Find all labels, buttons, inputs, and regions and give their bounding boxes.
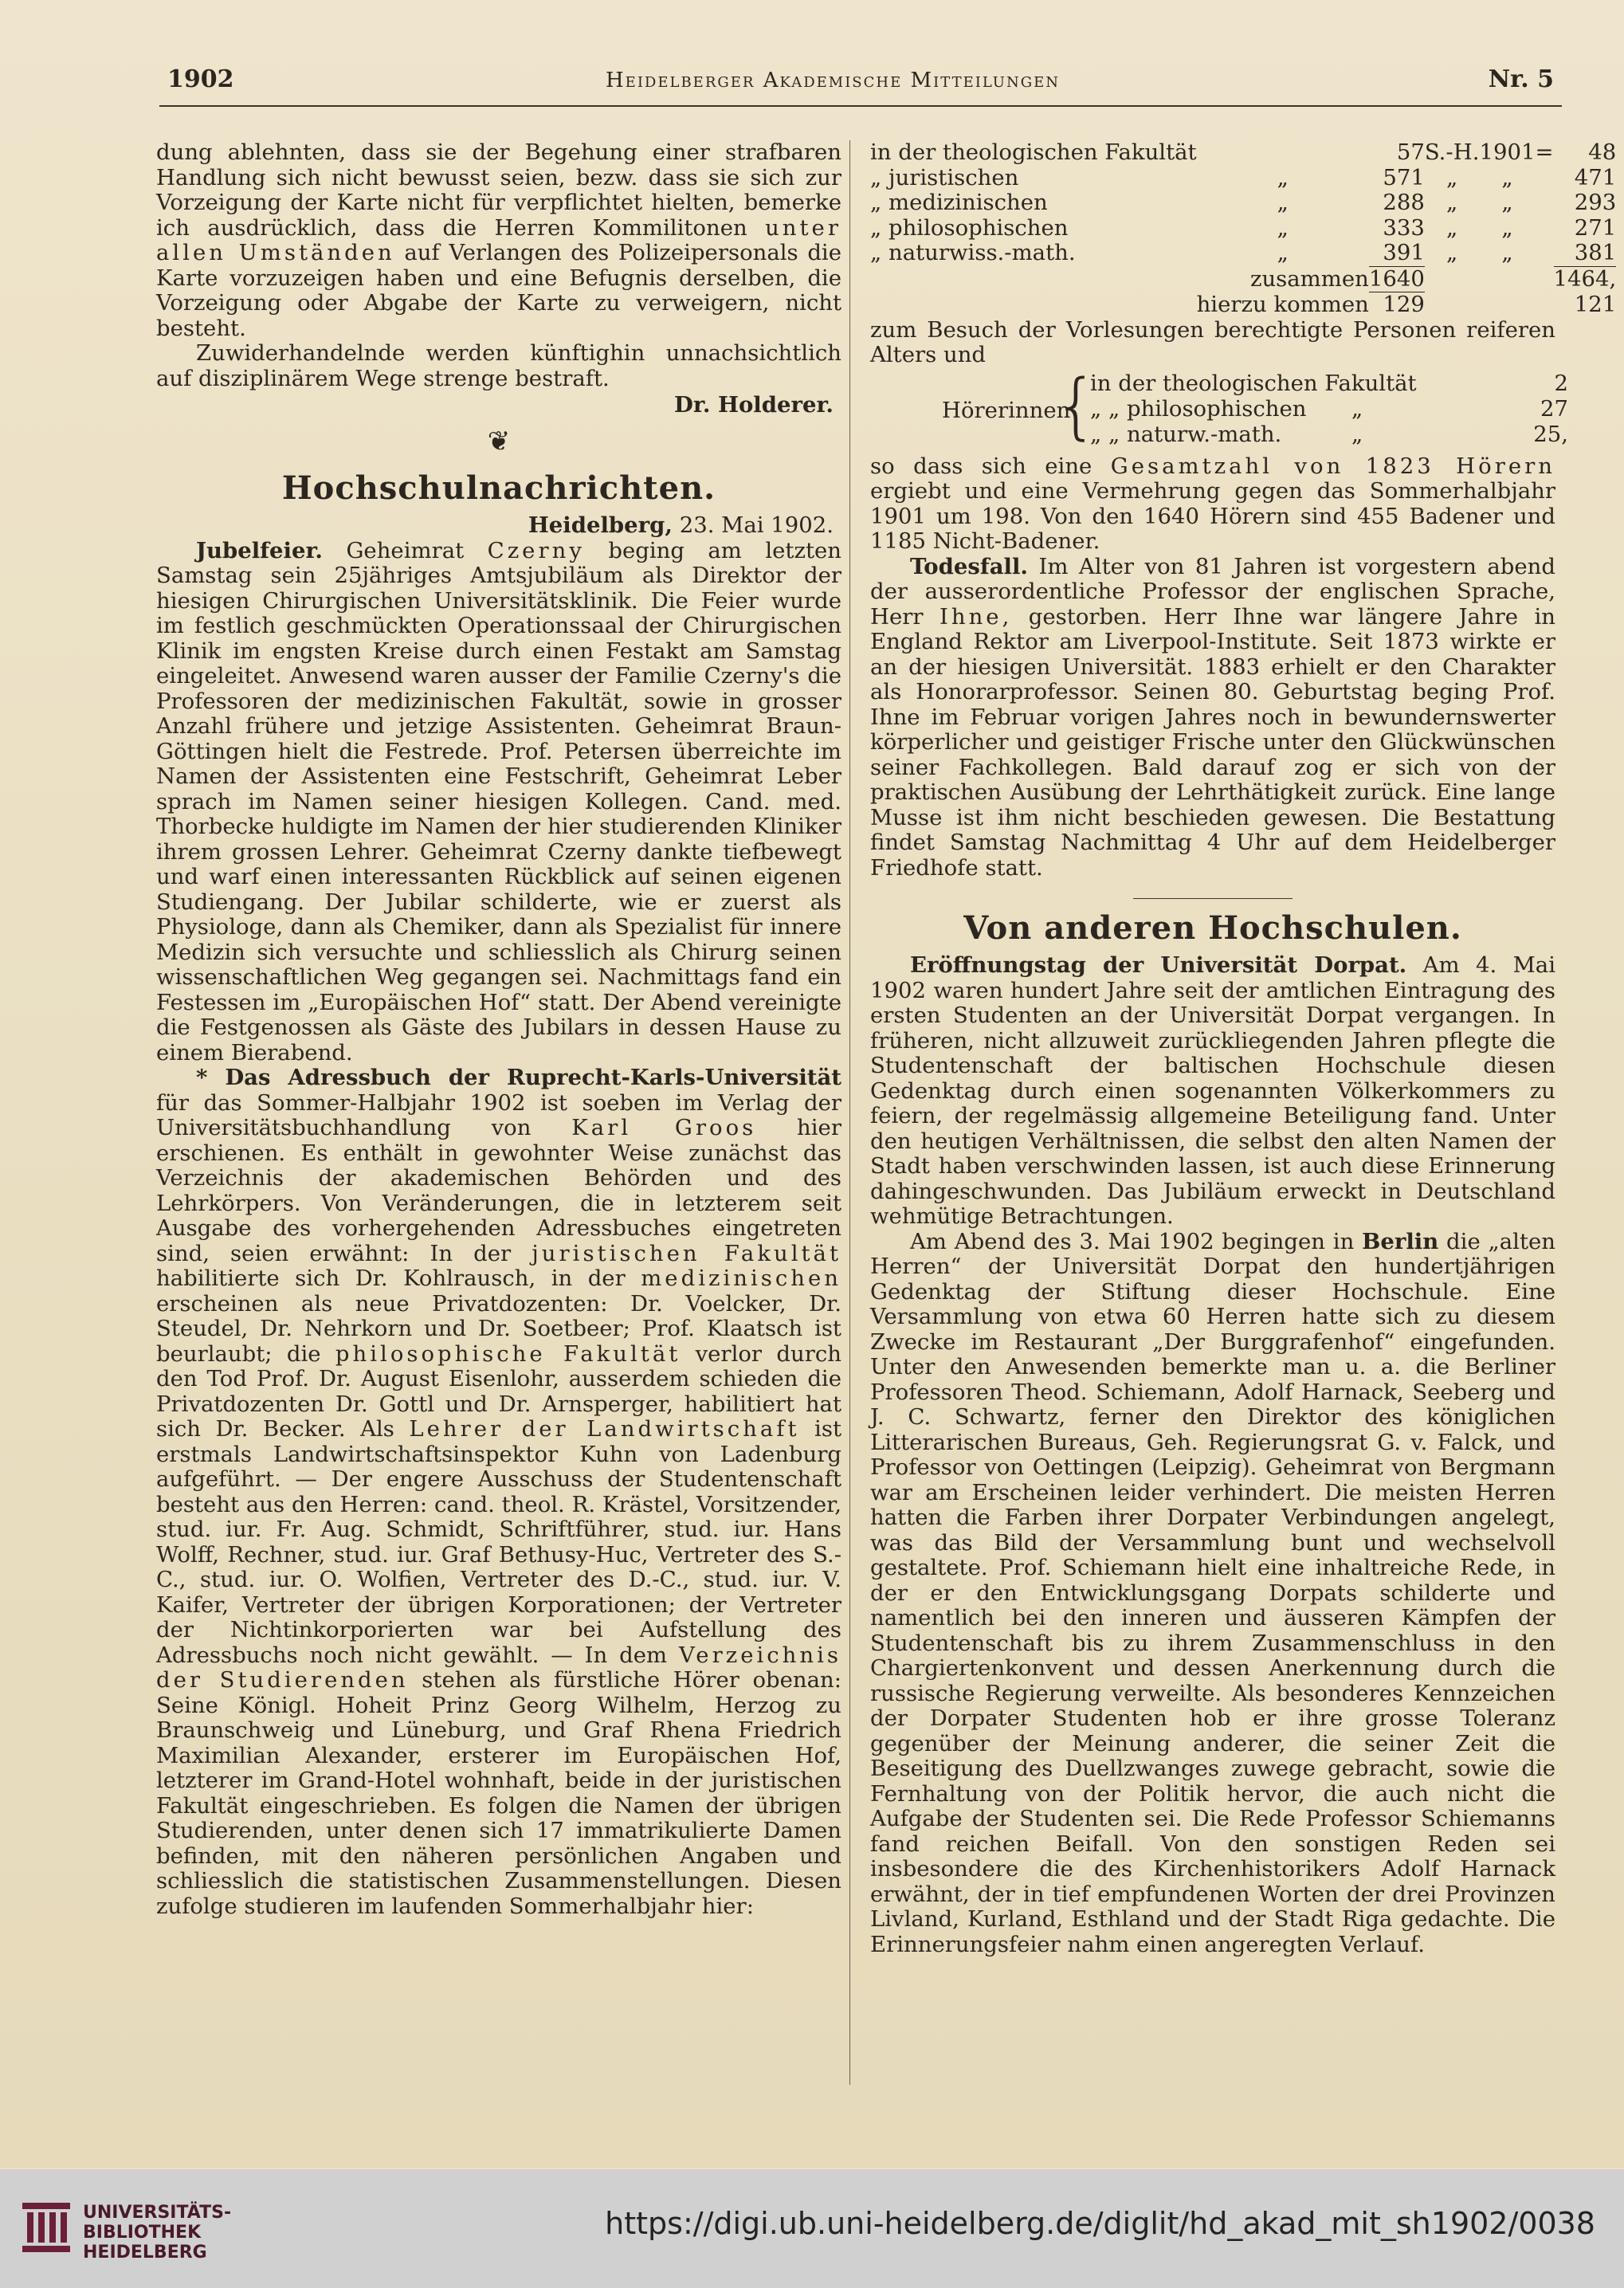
table-cell-n: 57: [1396, 139, 1425, 165]
table-cell-sem: „: [1446, 164, 1458, 190]
article-todesfall: Todesfall. Im Alter von 81 Jahren ist vorgestern abend der ausserordentliche Professor der englischen Sprache, Herr Ihne, gestorben. Herr Ihne war längere Jahre in England Rektor am Liverpool-Institute. Seit 1873 wirkte er an der hiesigen Universität. 1883 erhielt er den Charakter als Honorarprofessor. Seinen 80. Geburtstag beging Prof. Ihne im Februar vorigen Jahres noch in bewundernswerter körperlicher und geistiger Frische unter den Glückwünschen seiner Fachkollegen. Bald darauf zog er sich von der praktischen Ausübung der Lehrthätigkeit zurück. Eine lange Musse ist ihm nicht beschieden gewesen. Die Bestattung findet Samstag Nachmittag 4 Uhr auf dem Heidelberger Friedhofe statt.: [870, 553, 1555, 881]
column-divider: [849, 140, 850, 2085]
table-cell-sem: „: [1446, 190, 1458, 215]
table-cell-q: „: [1277, 240, 1289, 266]
table-row: [870, 166, 1616, 191]
brace-icon: {: [1053, 363, 1100, 448]
table-cell-fak: „ naturwiss.-math.: [870, 240, 1076, 266]
hoererinnen-block: [870, 363, 1568, 451]
left-column: [156, 140, 841, 1919]
source-url-link[interactable]: https://digi.ub.uni-heidelberg.de/diglit/hd_akad_mit_sh1902/0038: [605, 2206, 1595, 2241]
gesamt-paragraph: so dass sich eine Gesamtzahl von 1823 Hörern ergiebt und eine Vermehrung gegen das Sommerhalbjahr 1901 um 198. Von den 1640 Hörern sind 455 Badener und 1185 Nicht-Badener.: [870, 453, 1555, 554]
ornament-icon: ❦: [487, 425, 511, 457]
table-cell-q: „: [1277, 214, 1289, 241]
table-cell-q: „: [1277, 164, 1289, 190]
university-library-logo-icon: [21, 2200, 72, 2255]
table-row: [870, 216, 1616, 241]
article-adressbuch: * Das Adressbuch der Ruprecht-Karls-Universität für das Sommer-Halbjahr 1902 ist soeben im Verlag der Universitätsbuchhandlung von Karl Groos hier erschienen. Es enthält in gewohnter Weise zunächst das Verzeichnis der akademischen Behörden und des Lehrkörpers. Von Veränderungen, die in letzterem seit Ausgabe des vorhergehenden Adressbuches eingetreten sind, seien erwähnt: In der juristischen Fakultät habilitierte sich Dr. Kohlrausch, in der medizinischen erscheinen als neue Privatdozenten: Dr. Voelcker, Dr. Steudel, Dr. Nehrkorn und Dr. Soetbeer; Prof. Klaatsch ist beurlaubt; die philosophische Fakultät verlor durch den Tod Prof. Dr. August Eisenlohr, ausserdem schieden die Privatdozenten Dr. Gottl und Dr. Arnsperger, habilitiert hat sich Dr. Becker. Als Lehrer der Landwirtschaft ist erstmals Landwirtschaftsinspektor Kuhn von Ladenburg aufgeführt. — Der engere Ausschuss der Studentenschaft besteht aus den Herren: cand. theol. R. Krästel, Vorsitzender, stud. iur. Fr. Aug. Schmidt, Schriftführer, stud. iur. Hans Wolff, Rechner, stud. iur. Graf Bethusy-Huc, Vertreter des S.-C., stud. iur. O. Wolfien, Vertreter des D.-C., stud. iur. V. Kaifer, Vertreter der übrigen Korporationen; der Vertreter der Nichtinkorporierten war bei Aufstellung des Adressbuchs noch nicht gewählt. — In dem Verzeichnis der Studierenden stehen als fürstliche Hörer obenan: Seine Königl. Hoheit Prinz Georg Wilhelm, Herzog zu Braunschweig und Lüneburg, und Graf Rhena Friedrich Maximilian Alexander, ersterer im Europäischen Hof, letzterer im Grand-Hotel wohnhaft, beide in der juristischen Fakultät eingeschrieben. Es folgen die Namen der übrigen Studierenden, unter denen sich 17 immatrikulierte Damen befinden, mit den näheren persönlichen Angaben und schliesslich die statistischen Zusammenstellungen. Diesen zufolge studieren im laufenden Sommerhalbjahr hier:: [156, 1065, 842, 1919]
table-cell-prev: 293: [1574, 190, 1617, 215]
signature: Dr. Holderer.: [674, 392, 834, 418]
dateline: Heidelberg, 23. Mai 1902.: [528, 512, 834, 538]
library-footer-bar: [0, 2169, 1624, 2288]
table-cell-eq: [1535, 241, 1553, 266]
intro-paragraph: dung ablehnten, dass sie der Begehung einer strafbaren Handlung sich nicht bewusst seien, bezw. dass sie sich zur Vorzeigung der Karte nicht für verpflichtet hielten, bemerke ich ausdrücklich, dass die Herren Kommilitonen unter allen Umständen auf Verlangen des Polizeipersonals die Karte vorzuzeigen haben und eine Befugnis derselben, die Vorzeigung oder Abgabe der Karte zu verweigern, nicht besteht.: [156, 139, 841, 341]
hoererinnen-line: „ „ philosophischen „ 27: [1090, 395, 1568, 422]
table-row: [870, 190, 1616, 216]
table-cell-eq: =: [1535, 139, 1554, 165]
library-name: UNIVERSITÄTS- BIBLIOTHEK HEIDELBERG: [83, 2203, 232, 2262]
table-cell-n: 288: [1383, 190, 1425, 215]
table-cell-q: [1197, 140, 1369, 166]
section-divider: [1133, 898, 1293, 899]
table-cell-sem: „: [1446, 214, 1458, 241]
section-heading-hochschulnachrichten: Hochschulnachrichten.: [281, 469, 716, 507]
hoererinnen-line: in der theologischen Fakultät 2: [1090, 370, 1568, 396]
table-cell-eq: [1535, 166, 1553, 191]
page-header: [159, 65, 1562, 107]
table-cell-y: „: [1501, 190, 1513, 215]
table-cell-fak: „ philosophischen: [870, 214, 1069, 241]
table-cell-q: „: [1277, 190, 1289, 215]
article-jubelfeier: Jubelfeier. Geheimrat Czerny beging am letzten Samstag sein 25jähriges Amtsjubiläum als Direktor der hiesigen Chirurgischen Universitätsklinik. Die Feier wurde im festlich geschmückten Operationssaal der Chirurgischen Klinik im engsten Kreise durch einen Festakt am Samstag eingeleitet. Anwesend waren ausser der Familie Czerny's die Professoren der medizinischen Fakultät, sowie in grosser Anzahl frühere und jetzige Assistenten. Geheimrat Braun-Göttingen hielt die Festrede. Prof. Petersen überreichte im Namen der Assistenten eine Festschrift, Geheimrat Leber sprach im Namen seiner hiesigen Kollegen. Cand. med. Thorbecke huldigte im Namen der hier studierenden Kliniker ihrem grossen Lehrer. Geheimrat Czerny dankte tiefbewegt und warf einen interessanten Rückblick auf seinen eigenen Studiengang. Der Jubilar schilderte, wie er zuerst als Physiologe, dann als Chemiker, dann als Spezialist für innere Medizin sich versuchte und schliesslich als Chirurg seinen wissenschaftlichen Weg gegangen sei. Nachmittags fand ein Festessen im „Europäischen Hof“ statt. Der Abend vereinigte die Festgenossen als Gäste des Jubilars in dessen Hause zu einem Bierabend.: [156, 537, 841, 1066]
table-cell-prev: 381: [1554, 241, 1617, 266]
table-cell-y: „: [1501, 240, 1513, 266]
table-cell-n: 571: [1383, 164, 1425, 190]
table-cell-eq: [1535, 190, 1553, 216]
table-cell-fak: „ juristischen: [870, 164, 1019, 190]
table-cell-prev: 471: [1574, 164, 1617, 190]
table-row-add: hierzu kommen 129 121: [1196, 291, 1617, 317]
header-number: Nr. 5: [1488, 65, 1554, 93]
enrollment-table: [870, 140, 1616, 318]
table-row-sum: zusammen 1640 1464,: [1249, 265, 1617, 292]
table-cell-prev: 271: [1574, 214, 1617, 241]
table-cell-y: 1901: [1479, 139, 1536, 165]
right-column: [870, 139, 1617, 1957]
section-heading-andere-hochschulen: Von anderen Hochschulen.: [963, 909, 1462, 947]
besuch-paragraph: zum Besuch der Vorlesungen berechtigte Personen reiferen Alters und: [870, 316, 1555, 367]
table-cell-prev: 48: [1588, 139, 1617, 165]
table-row: [870, 241, 1616, 266]
table-row: [870, 140, 1616, 166]
hoererinnen-lines: [1090, 371, 1568, 448]
table-cell-eq: [1535, 216, 1553, 241]
table-cell-sem: S.-H.: [1424, 139, 1480, 165]
hoererinnen-label: Hörerinnen: [942, 397, 1071, 423]
table-cell-fak: „ medizinischen: [870, 190, 1048, 215]
table-cell-fak: in der theologischen Fakultät: [870, 139, 1197, 165]
article-dorpat: Eröffnungstag der Universität Dorpat. Am 4. Mai 1902 waren hundert Jahre seit der amtlichen Eintragung des ersten Studenten an der Universität Dorpat vergangen. In früheren, nicht allzuweit zurückliegenden Jahren pflegte die Studentenschaft der baltischen Hochschule diesen Gedenktag durch einen sogenannten Völkerkommers zu feiern, der regelmässig allgemeine Beteiligung fand. Unter den heutigen Verhältnissen, die selbst den alten Namen der Stadt haben verschwinden lassen, ist auch diese Erinnerung dahingeschwunden. Das Jubiläum erweckt in Deutschland wehmütige Betrachtungen.: [870, 952, 1555, 1229]
table-cell-n: 333: [1383, 214, 1425, 241]
header-year: 1902: [167, 65, 234, 93]
table-cell-y: „: [1501, 214, 1513, 241]
article-berlin: Am Abend des 3. Mai 1902 begingen in Berlin die „alten Herren“ der Universität Dorpat den hundertjährigen Gedenktag der Stiftung dieser Hochschule. Eine Versammlung von etwa 60 Herren hatte sich zu diesem Zwecke im Restaurant „Der Burggrafenhof“ eingefunden. Unter den Anwesenden bemerkte man u. a. die Berliner Professoren Theod. Schiemann, Adolf Harnack, Seeberg und J. C. Schwartz, ferner den Direktor des königlichen Litterarischen Bureaus, Geh. Regierungsrat G. v. Falck, und Professor von Oettingen (Leipzig). Geheimrat von Bergmann war am Erscheinen leider verhindert. Die meisten Herren hatten die Farben ihrer Dorpater Verbindungen angelegt, was das Bild der Versammlung bunt und wechselvoll gestaltete. Prof. Schiemann hielt eine inhaltreiche Rede, in der er den Entwicklungsgang Dorpats schilderte und namentlich bei den inneren und äusseren Kämpfen der Studentenschaft bis zu ihrem Zusammenschluss in den Chargiertenkonvent und dessen Anerkennung durch die russische Regierung verweilte. Als besonderes Kennzeichen der Dorpater Studenten hob er ihre grosse Toleranz gegenüber der Meinung anderer, die seiner Zeit die Beseitigung des Duellzwanges zuwege gebracht, sowie die Fernhaltung von der Politik hervor, die auch nicht die Aufgabe der Studenten sei. Die Rede Professor Schiemanns fand reichen Beifall. Von den sonstigen Reden sei insbesondere die des Kirchenhistorikers Adolf Harnack erwähnt, der in tief empfundenen Worten der drei Provinzen Livland, Kurland, Esthland und der Stadt Riga gedachte. Die Erinnerungsfeier nahm einen angeregten Verlauf.: [870, 1228, 1556, 1957]
table-cell-y: „: [1501, 164, 1513, 190]
warning-paragraph: Zuwiderhandelnde werden künftighin unnachsichtlich auf disziplinärem Wege strenge bestraft.: [156, 340, 841, 391]
table-cell-n: 391: [1369, 241, 1425, 266]
table-cell-sem: „: [1446, 240, 1458, 266]
header-title: Heidelberger Akademische Mitteilungen: [606, 69, 1060, 92]
hoererinnen-line: „ „ naturw.-math. „ 25,: [1090, 421, 1568, 447]
